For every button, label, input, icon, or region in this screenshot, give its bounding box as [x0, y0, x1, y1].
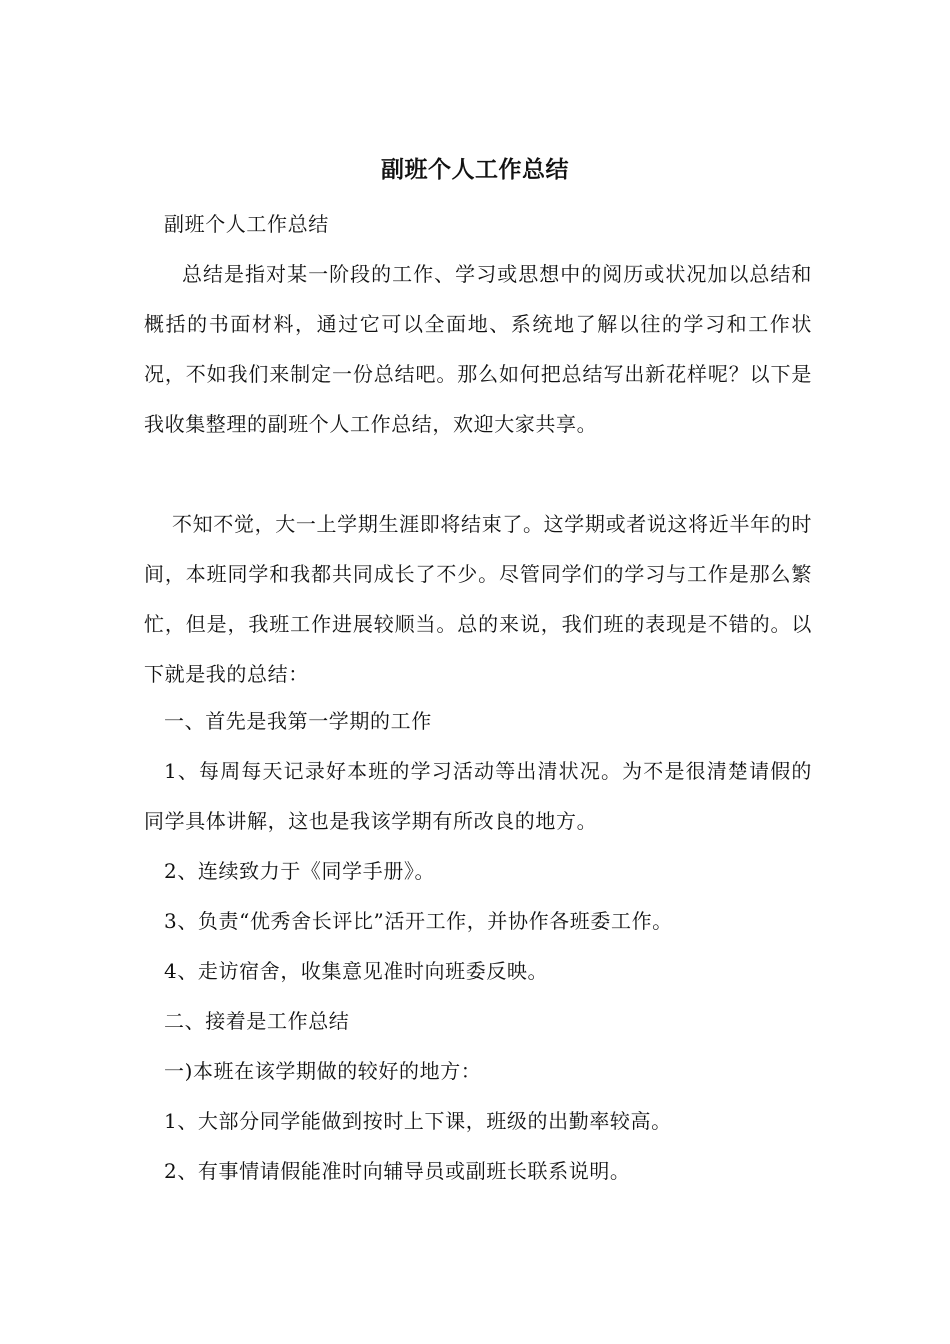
section2-item-2: 2、有事情请假能准时向辅导员或副班长联系说明。 [164, 1159, 631, 1183]
section1-heading: 一、首先是我第一学期的工作 [164, 709, 432, 733]
section1-item-4: 4、走访宿舍，收集意见准时向班委反映。 [164, 959, 549, 983]
document-title: 副班个人工作总结 [381, 156, 569, 183]
section2-item-1: 1、大部分同学能做到按时上下课，班级的出勤率较高。 [164, 1109, 672, 1133]
section1-item-3: 3、负责“优秀舍长评比”活开工作，并协作各班委工作。 [164, 909, 673, 933]
section2-heading: 二、接着是工作总结 [164, 1009, 350, 1033]
document-subtitle: 副班个人工作总结 [164, 212, 329, 236]
opening-paragraph: 不知不觉，大一上学期生涯即将结束了。这学期或者说这将近半年的时间，本班同学和我都共同成长了不少。尽管同学们的学习与工作是那么繁忙，但是，我班工作进展较顺当。总的来说，我们班的表现是不错的。以下就是我的总结： [144, 512, 812, 686]
section1-item-1: 1、每周每天记录好本班的学习活动等出清状况。为不是很清楚请假的同学具体讲解，这也是我该学期有所改良的地方。 [144, 759, 812, 833]
section2-subheading: 一)本班在该学期做的较好的地方： [164, 1059, 482, 1083]
intro-paragraph: 总结是指对某一阶段的工作、学习或思想中的阅历或状况加以总结和概括的书面材料，通过它可以全面地、系统地了解以往的学习和工作状况，不如我们来制定一份总结吧。那么如何把总结写出新花样呢？以下是我收集整理的副班个人工作总结，欢迎大家共享。 [144, 262, 812, 436]
section1-item-2: 2、连续致力于《同学手册》。 [164, 859, 436, 883]
